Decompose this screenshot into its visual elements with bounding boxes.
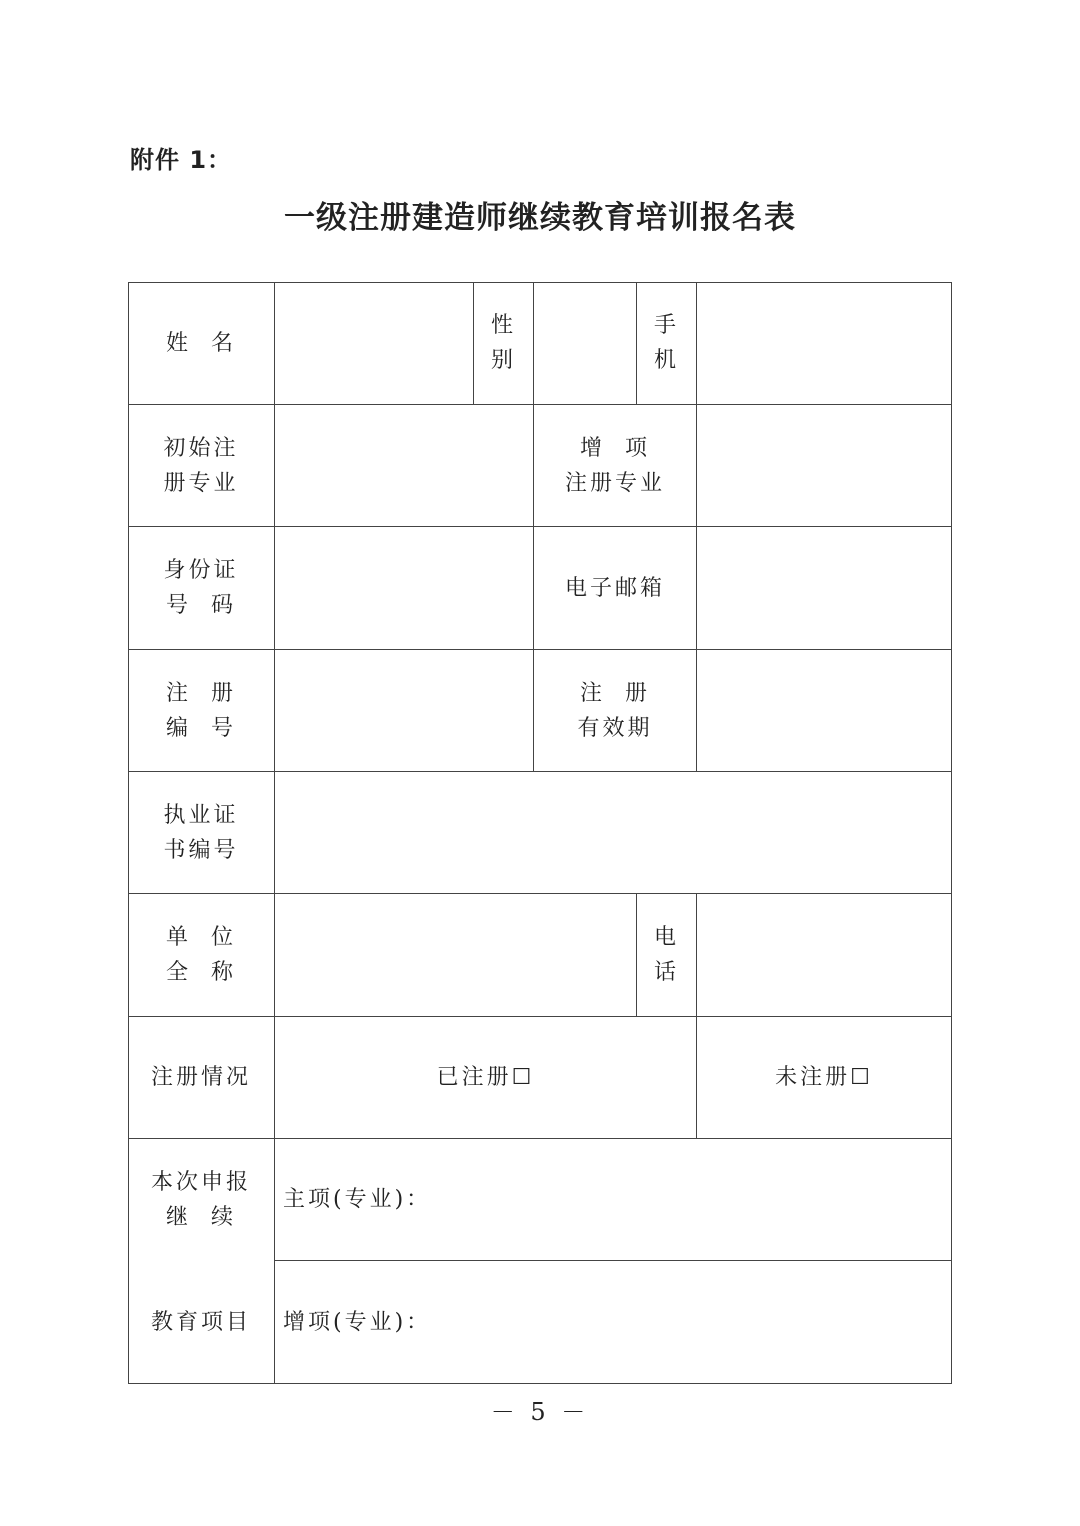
email-label: 电子邮箱 bbox=[564, 575, 665, 601]
registration-form-table bbox=[128, 282, 952, 1384]
unit-name-label: 单 位 全 称 bbox=[166, 925, 236, 985]
page-number: － 5 － bbox=[490, 1398, 590, 1426]
gender-field[interactable] bbox=[534, 282, 636, 404]
education-item-label: 教育项目 bbox=[150, 1309, 251, 1335]
id-number-field[interactable] bbox=[275, 527, 533, 649]
initial-major-label: 初始注 册专业 bbox=[163, 435, 239, 496]
telephone-field[interactable] bbox=[697, 894, 951, 1016]
form-title: 一级注册建造师继续教育培训报名表 bbox=[284, 200, 796, 236]
phone-label: 手 机 bbox=[653, 313, 679, 373]
registration-validity-field[interactable] bbox=[697, 650, 951, 771]
registration-number-field[interactable] bbox=[275, 650, 533, 771]
added-item-field[interactable]: 增项(专业)： bbox=[283, 1309, 432, 1335]
name-label: 姓 名 bbox=[166, 330, 236, 356]
registration-validity-label: 注 册 有效期 bbox=[577, 680, 653, 741]
name-field[interactable] bbox=[275, 282, 473, 404]
certificate-number-field[interactable] bbox=[275, 772, 951, 893]
telephone-label: 电 话 bbox=[653, 925, 679, 985]
attachment-label: 附件 1： bbox=[130, 146, 233, 174]
added-major-field[interactable] bbox=[697, 405, 951, 526]
initial-major-field[interactable] bbox=[275, 405, 533, 526]
unregistered-checkbox[interactable]: 未注册☐ bbox=[775, 1065, 873, 1090]
registration-status-label: 注册情况 bbox=[150, 1065, 251, 1090]
apply-continuing-label: 本次申报 继 续 bbox=[150, 1169, 251, 1230]
certificate-number-label: 执业证 书编号 bbox=[163, 802, 239, 863]
email-field[interactable] bbox=[697, 527, 951, 649]
unit-name-field[interactable] bbox=[275, 894, 636, 1016]
main-item-field[interactable]: 主项(专业)： bbox=[283, 1187, 432, 1212]
id-number-label: 身份证 号 码 bbox=[163, 558, 239, 618]
registered-checkbox[interactable]: 已注册☐ bbox=[436, 1065, 535, 1090]
phone-field[interactable] bbox=[697, 282, 951, 404]
added-major-label: 增 项 注册专业 bbox=[564, 435, 665, 496]
gender-label: 性 别 bbox=[490, 313, 516, 373]
registration-number-label: 注 册 编 号 bbox=[166, 680, 236, 741]
